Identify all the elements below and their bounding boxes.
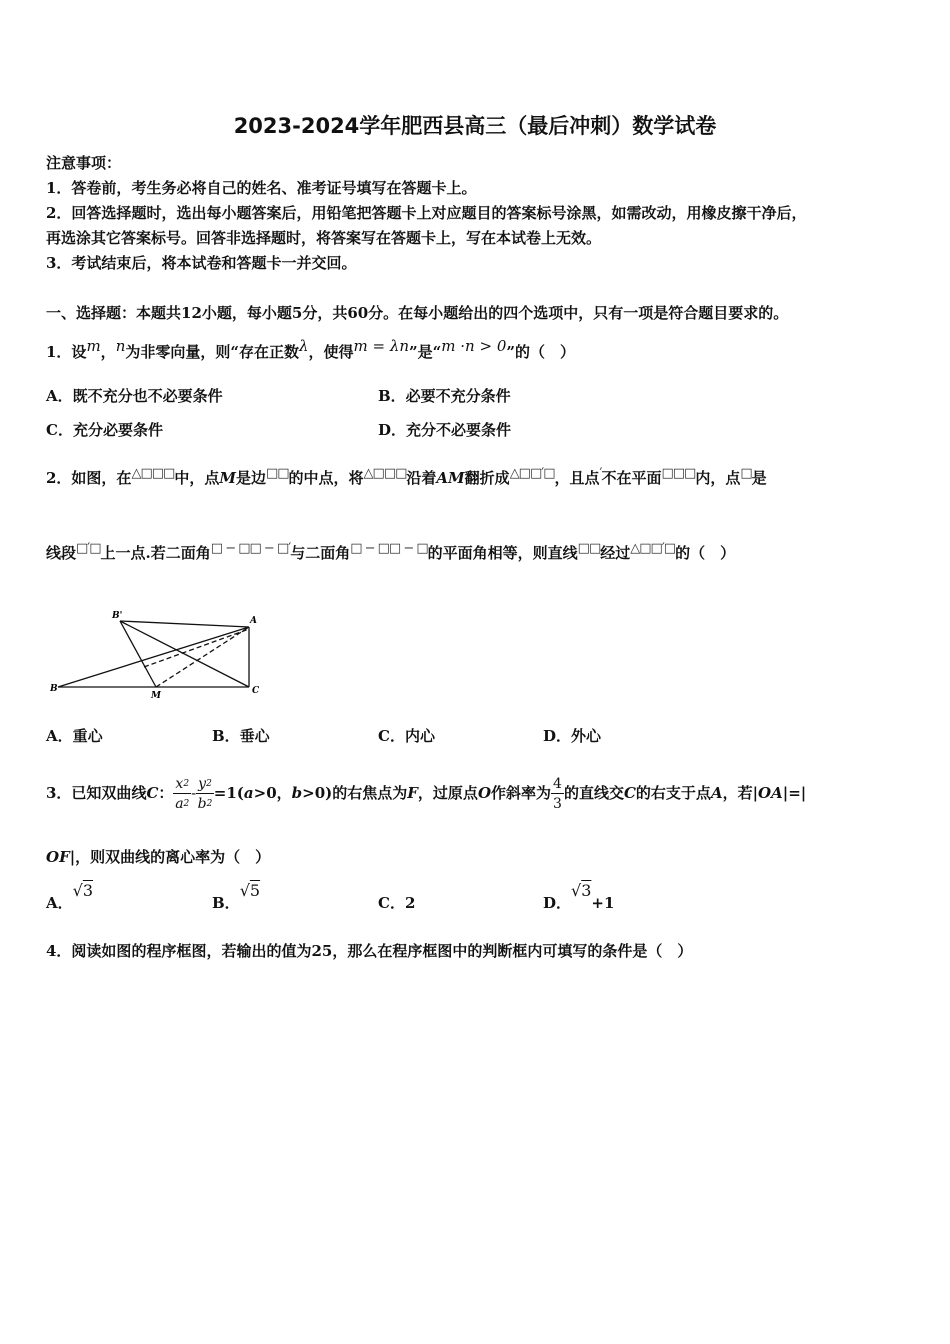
- notice-item: 3．考试结束后，将本试卷和答题卡一并交回。: [46, 254, 357, 272]
- missing-glyph: △□□′□: [509, 466, 555, 481]
- missing-glyph: △□□′□: [630, 541, 676, 556]
- missing-glyph: □: [740, 466, 752, 481]
- notice-item: 1．答卷前，考生务必将自己的姓名、准考证号填写在答题卡上。: [46, 179, 477, 197]
- question-2-line-1: [46, 466, 767, 488]
- q1-option-d[interactable]: D．充分不必要条件: [378, 421, 512, 439]
- missing-glyph: △□□□: [363, 466, 407, 481]
- q2-option-d[interactable]: D．外心: [543, 727, 602, 745]
- q2-option-b[interactable]: B．垂心: [212, 727, 270, 745]
- q3-option-b[interactable]: B．√5: [212, 881, 261, 912]
- q2-text: 是边: [235, 469, 266, 487]
- label-c: C: [252, 686, 260, 696]
- q2-var: M: [219, 469, 236, 487]
- q3-text: =1(: [213, 784, 244, 802]
- notice-heading: 注意事项：: [46, 154, 122, 172]
- edge-b-a: [58, 627, 249, 687]
- q1-var-m: m: [86, 337, 101, 355]
- edge-bprime-c: [120, 621, 249, 687]
- question-4: 4．阅读如图的程序框图，若输出的值为25，那么在程序框图中的判断框内可填写的条件是（ ）: [46, 942, 693, 960]
- q2-text: 翻折成: [464, 469, 510, 487]
- q1-option-a[interactable]: A．既不充分也不必要条件: [46, 387, 223, 405]
- q2-text: 上一点.若二面角: [100, 544, 211, 562]
- q3-option-a[interactable]: A．√3: [46, 881, 94, 912]
- q2-text: 的平面角相等，则直线: [427, 544, 578, 562]
- fraction-slope: $\frac{4}{3}$: [553, 775, 562, 812]
- q2-text: 与二面角: [290, 544, 351, 562]
- q2-text: 线段: [46, 544, 77, 562]
- missing-glyph: □□: [265, 466, 289, 481]
- q1-var-lambda: λ: [299, 337, 309, 355]
- fraction-y2-b2: $\frac{y^2}{b^2}$: [197, 775, 213, 812]
- q3-minus: -: [191, 784, 197, 802]
- missing-glyph: □′□: [76, 541, 101, 556]
- edge-dashed: [144, 629, 249, 667]
- page-title: 2023-2024学年肥西县高三（最后冲刺）数学试卷: [233, 114, 717, 138]
- q2-text: 中，点: [174, 469, 220, 487]
- q3-text: 3．已知双曲线: [46, 784, 147, 802]
- missing-glyph: □ − □□ − □′: [210, 541, 291, 556]
- q2-text: 不在平面: [601, 469, 662, 487]
- label-bprime: B': [112, 611, 123, 621]
- notice-item: 2．回答选择题时，选出每小题答案后，用铅笔把答题卡上对应题目的答案标号涂黑，如需改动，用橡皮擦干净后，: [46, 204, 807, 222]
- q1-sep: ，: [100, 343, 116, 361]
- q2-text: 沿着: [406, 469, 437, 487]
- q1-text: ”的（ ）: [506, 343, 576, 361]
- q1-eq1: m = λn: [353, 337, 410, 355]
- q2-text: ，且点: [554, 469, 600, 487]
- sqrt-3: √3: [571, 881, 592, 900]
- label-a: A: [250, 616, 257, 626]
- q1-var-n: n: [115, 337, 126, 355]
- q2-text: 经过: [600, 544, 631, 562]
- sqrt-3: √3: [72, 881, 94, 900]
- question-1: [46, 337, 575, 362]
- q3-text: ：: [158, 784, 174, 802]
- label-b: B: [50, 684, 58, 694]
- q1-text: 1．设: [46, 343, 87, 361]
- edge-bprime-a: [120, 621, 249, 627]
- missing-glyph: □□□: [661, 466, 696, 481]
- fraction-x2-a2: $\frac{x^2}{a^2}$: [175, 775, 190, 812]
- q2-text: 是: [751, 469, 767, 487]
- sqrt-5: √5: [239, 881, 261, 900]
- question-2-line-2: [46, 541, 735, 563]
- section-heading: 一、选择题：本题共12小题，每小题5分，共60分。在每小题给出的四个选项中，只有一项是符合题目要求的。: [46, 304, 789, 322]
- q1-eq2: m ·n > 0: [441, 337, 507, 355]
- q1-text: ”是“: [409, 343, 442, 361]
- q2-option-a[interactable]: A．重心: [46, 727, 103, 745]
- q2-var: AM: [436, 469, 465, 487]
- label-m: M: [151, 691, 161, 701]
- q2-text: 的中点，将: [288, 469, 364, 487]
- question-3-line-2: OF|，则双曲线的离心率为（ ）: [46, 848, 271, 866]
- q3-var: C: [146, 784, 159, 802]
- missing-glyph: △□□□: [131, 466, 175, 481]
- q1-text: ，使得: [308, 343, 354, 361]
- q1-text: 为非零向量，则“存在正数: [125, 343, 299, 361]
- missing-glyph: ′: [599, 466, 602, 481]
- missing-glyph: □□: [577, 541, 601, 556]
- q3-option-d[interactable]: D．√3+1: [543, 881, 615, 912]
- question-3-line-1: 3．已知双曲线C： $\frac{x^2}{a^2}$ - $\frac{y^2}{b^2}$ =1(a>0，b>0)的右焦点为F，过原点O作斜率为 $\frac{4}{3}$ 的直线交C的右支于点A，若|OA|=|: [46, 775, 807, 812]
- q3-option-c[interactable]: C．2: [378, 894, 416, 912]
- q2-text: 的（ ）: [675, 544, 736, 562]
- q2-text: 内，点: [695, 469, 741, 487]
- q2-text: 2．如图，在: [46, 469, 132, 487]
- missing-glyph: □ − □□ − □: [350, 541, 428, 556]
- q1-option-c[interactable]: C．充分必要条件: [46, 421, 163, 439]
- notice-item: 再选涂其它答案标号。回答非选择题时，将答案写在答题卡上，写在本试卷上无效。: [46, 229, 602, 247]
- q2-figure: [44, 607, 274, 707]
- q1-option-b[interactable]: B．必要不充分条件: [378, 387, 511, 405]
- q2-option-c[interactable]: C．内心: [378, 727, 435, 745]
